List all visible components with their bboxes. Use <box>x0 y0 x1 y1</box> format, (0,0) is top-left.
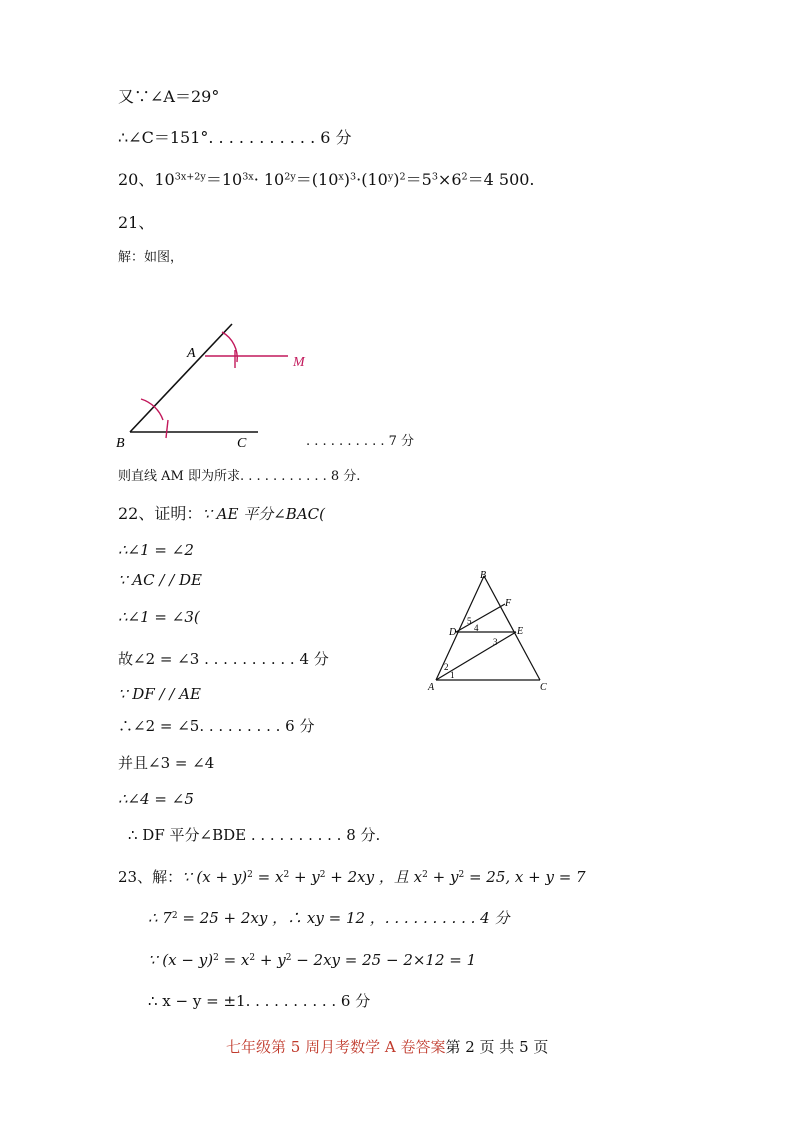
line-q22-step8: ∴∠4 = ∠5 <box>118 790 194 808</box>
q20-exp: 2 <box>461 171 468 183</box>
q23-part: ∵ (x + y) <box>182 868 248 886</box>
line-q21-conclusion: 则直线 AM 即为所求. . . . . . . . . . . 8 分. <box>118 469 361 484</box>
q23-exp: 2 <box>319 870 326 881</box>
q23-step2-exp: 2 <box>249 953 256 964</box>
angle-label-3: 3 <box>493 637 498 647</box>
footer-page-number: 第 2 页 共 5 页 <box>445 1038 549 1056</box>
line-q22-step1: ∴∠1 = ∠2 <box>118 541 194 559</box>
line-q20 <box>118 172 535 188</box>
label-c: C <box>237 436 247 451</box>
tri-label-b: B <box>480 570 487 581</box>
line-q22-heading <box>118 506 325 522</box>
q23-exp: 2 <box>458 870 465 881</box>
tri-label-f: F <box>505 598 512 609</box>
line-q22-step4: 故∠2 = ∠3 . . . . . . . . . . 4 分 <box>118 650 329 668</box>
segment-df <box>456 604 505 632</box>
q23-step1-part: ∴ 7 <box>148 909 172 927</box>
q23-step2-part: = x <box>218 951 250 969</box>
q23-step2-part: + y <box>255 951 286 969</box>
footer-title: 七年级第 5 周月考数学 A 卷答案 <box>226 1038 446 1056</box>
q20-part: ＝(10 <box>295 170 339 189</box>
line-q23-step2 <box>148 953 476 968</box>
arc-tick-b <box>166 420 168 438</box>
line-q22-step7: 并且∠3 = ∠4 <box>118 754 215 772</box>
q20-exp: 3x <box>242 171 254 183</box>
angle-label-2: 2 <box>444 662 449 672</box>
q20-part: ×6 <box>437 170 462 189</box>
q20-exp: 3 <box>431 171 438 183</box>
q23-step2-exp: 2 <box>285 953 292 964</box>
q20-exp: 3 <box>350 171 357 183</box>
q22-prefix: 22、证明： <box>118 504 203 523</box>
line-q22-step2: ∵ AC / / DE <box>118 571 203 589</box>
q23-exp: 2 <box>247 870 253 881</box>
label-m: M <box>293 355 305 370</box>
q20-part: ·(10 <box>356 170 388 189</box>
q23-part: + y <box>427 868 459 886</box>
q20-part: ＝10 <box>205 170 243 189</box>
line-q22-step3: ∴∠1 = ∠3( <box>118 608 200 626</box>
tri-label-c: C <box>540 682 547 693</box>
line-q21-points: . . . . . . . . . . 7 分 <box>306 434 415 449</box>
q20-exp: 3x+2y <box>174 171 206 183</box>
tri-label-d: D <box>449 627 457 638</box>
q20-part: ＝5 <box>405 170 432 189</box>
q20-part: · 10 <box>253 170 285 189</box>
line-q22-step6: ∴∠2 = ∠5. . . . . . . . . 6 分 <box>118 717 315 735</box>
line-q23-given <box>118 870 586 885</box>
side-bc <box>484 576 540 680</box>
q20-part: ＝4 500. <box>467 170 535 189</box>
q23-part: = 25, x + y = 7 <box>464 868 586 886</box>
tri-label-a: A <box>428 682 435 693</box>
construction-figure <box>110 310 330 460</box>
line-q21: 21、 <box>118 213 155 232</box>
ray-ba <box>130 324 232 432</box>
q20-part: 20、10 <box>118 170 175 189</box>
q20-part: ) <box>343 170 351 189</box>
q20-exp: y <box>387 171 394 183</box>
q20-exp: 2 <box>399 171 406 183</box>
q23-step1-part: = 25 + 2xy ，∴ xy = 12 ，. . . . . . . . . . 4 分 <box>177 909 510 927</box>
q20-exp: 2y <box>284 171 296 183</box>
line-q23-step1 <box>148 911 509 926</box>
q23-exp: 2 <box>422 870 428 881</box>
q23-exp: 2 <box>283 870 290 881</box>
triangle-figure <box>420 566 560 696</box>
q22-given: ∵ AE 平分∠BAC( <box>202 505 325 523</box>
q23-step2-exp: 2 <box>213 953 219 964</box>
page-footer <box>226 1040 548 1055</box>
segment-ae <box>436 632 516 680</box>
q20-exp: x <box>338 171 344 183</box>
q23-part: 23、解： <box>118 868 183 886</box>
angle-label-4: 4 <box>474 623 479 633</box>
line-q23-result: ∴ x − y = ±1. . . . . . . . . . 6 分 <box>148 992 371 1010</box>
q23-step2-part: ∵ (x − y) <box>148 951 214 969</box>
line-q22-step5: ∵ DF / / AE <box>118 685 201 703</box>
line-angle-c-result: ∴∠C＝151°. . . . . . . . . . . 6 分 <box>118 128 352 147</box>
q23-part: + y <box>289 868 320 886</box>
angle-label-5: 5 <box>467 616 472 626</box>
q23-step1-exp: 2 <box>171 911 178 922</box>
q20-part: ) <box>393 170 400 189</box>
label-b: B <box>116 436 125 451</box>
q23-part: + 2xy ，且 x <box>325 868 423 886</box>
label-a: A <box>187 346 196 361</box>
line-q22-conclusion: ∴ DF 平分∠BDE . . . . . . . . . . 8 分. <box>128 826 381 844</box>
line-given-angle-a: 又∵∠A＝29° <box>118 87 220 106</box>
q23-step2-part: − 2xy = 25 − 2×12 = 1 <box>291 951 477 969</box>
line-q21-solution: 解：如图， <box>118 250 184 265</box>
tri-label-e: E <box>517 626 524 637</box>
angle-label-1: 1 <box>450 670 455 680</box>
q23-part: = x <box>252 868 284 886</box>
